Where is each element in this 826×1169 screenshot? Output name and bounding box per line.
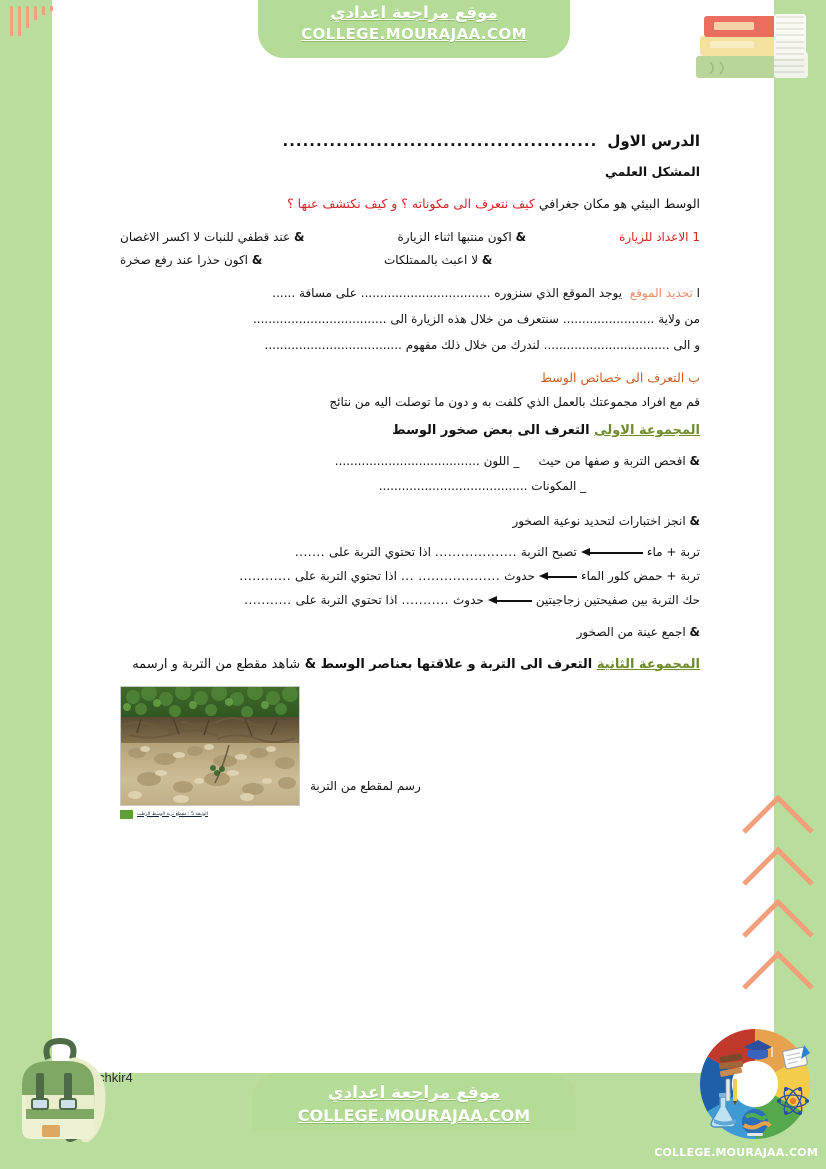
ampersand-icon: & (294, 229, 305, 244)
experiment-2-blank-1[interactable]: ................... ... (400, 569, 501, 584)
group2-instruction: شاهد مقطع من التربة و ارسمه (132, 656, 301, 672)
locate-line-1-blank-2[interactable]: ...... (272, 285, 296, 300)
experiment-1-blank-2[interactable]: ....... (294, 545, 326, 560)
site-brand-footer-url: COLLEGE.MOURAJAA.COM (297, 1105, 531, 1125)
prep-heading: الاعداد للزيارة (619, 229, 689, 244)
experiment-1-result: تصبح التربة (520, 545, 577, 560)
locate-line-3-blank-2[interactable]: .................................... (264, 337, 402, 352)
experiment-3-conclusion: اذا تحتوي التربة على (295, 593, 398, 608)
locate-line-2-a: من ولاية (658, 311, 700, 326)
site-brand-header (258, 4, 570, 43)
locate-line-3-blank[interactable]: ................................. (543, 337, 670, 352)
experiment-2-result: حدوث (504, 569, 535, 584)
prep-heading-cell (619, 230, 700, 244)
site-brand-footer (252, 1084, 576, 1125)
experiment-3-blank-2[interactable]: ........... (244, 593, 292, 608)
scientific-problem-label: المشكل العلمي (604, 164, 700, 179)
locate-line-2-blank[interactable]: ........................ (562, 311, 655, 326)
locate-line-1-a: يوجد الموقع الذي سنزوره (494, 285, 623, 300)
author-mark: chkir4 (98, 1070, 133, 1085)
chevron-stack-icon (736, 780, 820, 1010)
characteristics-instruction: قم مع افراد مجموعتك بالعمل الذي كلفت به و دون ما توصلت اليه من نتائج (329, 394, 700, 409)
locate-line-2 (120, 309, 700, 330)
experiment-3-result: حدوث (453, 593, 484, 608)
group1-bullet-1-text: افحص التربة و صفها من حيث (538, 453, 686, 468)
prep-rule-1b-text: عند قطفي للنبات لا اكسر الاغصان (120, 229, 291, 244)
prep-row2-spacer (614, 253, 700, 267)
group2-name: المجموعة الثانية (596, 656, 700, 672)
prep-rule-1a-text: اكون منتبها اثناء الزيارة (397, 229, 512, 244)
corner-ticks-decoration (10, 6, 56, 54)
experiment-row-3 (120, 593, 700, 607)
arrow-left-icon (539, 571, 577, 581)
prep-rule-1a (398, 230, 527, 244)
group1-bullet-3 (120, 623, 700, 642)
characteristics-heading (120, 370, 700, 385)
experiment-2-input: تربة + حمض كلور الماء (580, 569, 700, 584)
group1-sub-1-label: اللون (483, 453, 510, 468)
experiment-row-2 (120, 569, 700, 583)
group2-task: التعرف الى التربة و علاقتها بعناصر الوسط (320, 656, 593, 672)
top-dots-right (572, 46, 692, 52)
locate-line-1-b: على مسافة (299, 285, 357, 300)
site-brand-header-url: COLLEGE.MOURAJAA.COM (301, 24, 527, 43)
ampersand-icon: & (689, 453, 700, 468)
prep-rule-2a (384, 253, 492, 267)
experiment-1-blank-1[interactable]: ................... (434, 545, 517, 560)
locate-line-1-blank[interactable]: .................................. (360, 285, 491, 300)
prep-rule-2b-text: اكون حذرا عند رفع صخرة (120, 252, 249, 267)
ampersand-icon: & (481, 252, 493, 267)
locate-label: ا (696, 285, 700, 300)
experiment-3-blank-1[interactable]: ........... (401, 593, 449, 608)
problem-statement-plain: الوسط البيئي هو مكان جغرافي (538, 196, 700, 211)
group1-sub-2 (120, 477, 700, 496)
locate-line-1 (120, 283, 700, 304)
figure-caption-text: الوثيقة 5 : مقطع تربة الوسط الرطب (137, 811, 208, 817)
group1-sub-2-blank[interactable]: ....................................... (378, 478, 528, 493)
figure-caption (120, 810, 300, 819)
group2-heading (120, 657, 700, 672)
prep-rule-2a-text: لا اعبث بالممتلكات (383, 252, 479, 267)
prep-rule-2b (120, 253, 262, 267)
top-dots-left (56, 46, 256, 52)
footer-watermark: COLLEGE.MOURAJAA.COM (654, 1146, 818, 1159)
locate-heading: تحديد الموقع (629, 285, 693, 300)
soil-figure (120, 686, 300, 819)
site-brand-header-arabic: موقع مراجعة اعدادي (330, 3, 498, 22)
books-stack-icon (688, 8, 820, 92)
worksheet-body (120, 132, 700, 819)
locate-line-2-b: سنتعرف من خلال هذه الزيارة الى (390, 311, 559, 326)
locate-line-3-a: و الى (673, 337, 700, 352)
problem-statement-highlight: كيف نتعرف الى مكوناته ؟ و كيف نكتشف عنها ؟ (287, 196, 535, 211)
arrow-left-icon (488, 595, 532, 605)
lesson-title-blank[interactable]: ............................................... (282, 132, 598, 150)
experiment-1-conclusion: اذا تحتوي التربة على (329, 545, 431, 560)
site-brand-footer-arabic: موقع مراجعة اعدادي (327, 1083, 501, 1104)
education-wheel-icon (692, 1021, 818, 1147)
prep-number: 1 (692, 229, 700, 244)
figure-block (120, 686, 700, 819)
group1-name: المجموعة الاولى (594, 422, 700, 438)
group1-sub-1-dash: _ (513, 453, 520, 468)
experiment-2-blank-2[interactable]: ............ (239, 569, 292, 584)
group1-heading (120, 423, 700, 438)
experiment-row-1 (120, 545, 700, 559)
ampersand-icon: & (689, 625, 700, 640)
ampersand-icon: & (689, 514, 700, 529)
soil-cross-section-photo (120, 686, 300, 806)
group1-task: التعرف الى بعض صخور الوسط (392, 422, 590, 438)
prep-rules-row-1 (120, 230, 700, 244)
group1-sub-1-blank[interactable]: ...................................... (334, 453, 480, 468)
backpack-icon (4, 1029, 128, 1147)
characteristics-label: ب (688, 369, 700, 385)
group1-sub-2-dash: _ (580, 478, 587, 493)
locate-line-3 (120, 335, 700, 356)
group1-bullet-1 (120, 452, 700, 471)
lesson-title-row (120, 132, 700, 150)
group1-bullet-2-text: انجز اختبارات لتحديد نوعية الصخور (512, 514, 686, 529)
group1-sub-2-label: المكونات (531, 478, 577, 493)
caption-color-swatch (120, 810, 133, 819)
draw-soil-section-label: رسم لمقطع من التربة (310, 778, 421, 793)
experiment-3-input: حك التربة بين صفيحتين زجاجيتين (535, 593, 700, 608)
characteristics-heading-text: التعرف الى خصائص الوسط (540, 369, 685, 385)
problem-statement (120, 195, 700, 214)
prep-rules-row-2 (120, 253, 700, 267)
prep-rule-1b (120, 230, 304, 244)
top-dots-left-row2 (56, 54, 256, 60)
page-title: الدرس الاول (607, 132, 700, 150)
experiment-1-input: تربة + ماء (646, 545, 700, 560)
ampersand-icon: & (251, 252, 263, 267)
arrow-left-icon (581, 547, 643, 557)
ampersand-icon: & (304, 656, 317, 672)
locate-line-2-blank-2[interactable]: ................................... (252, 311, 387, 326)
group1-bullet-3-text: اجمع عينة من الصخور (576, 625, 686, 640)
locate-line-3-b: لندرك من خلال ذلك مفهوم (405, 337, 540, 352)
experiment-2-conclusion: اذا تحتوي التربة على (295, 569, 397, 584)
ampersand-icon: & (515, 229, 527, 244)
group1-bullet-2 (120, 512, 700, 531)
